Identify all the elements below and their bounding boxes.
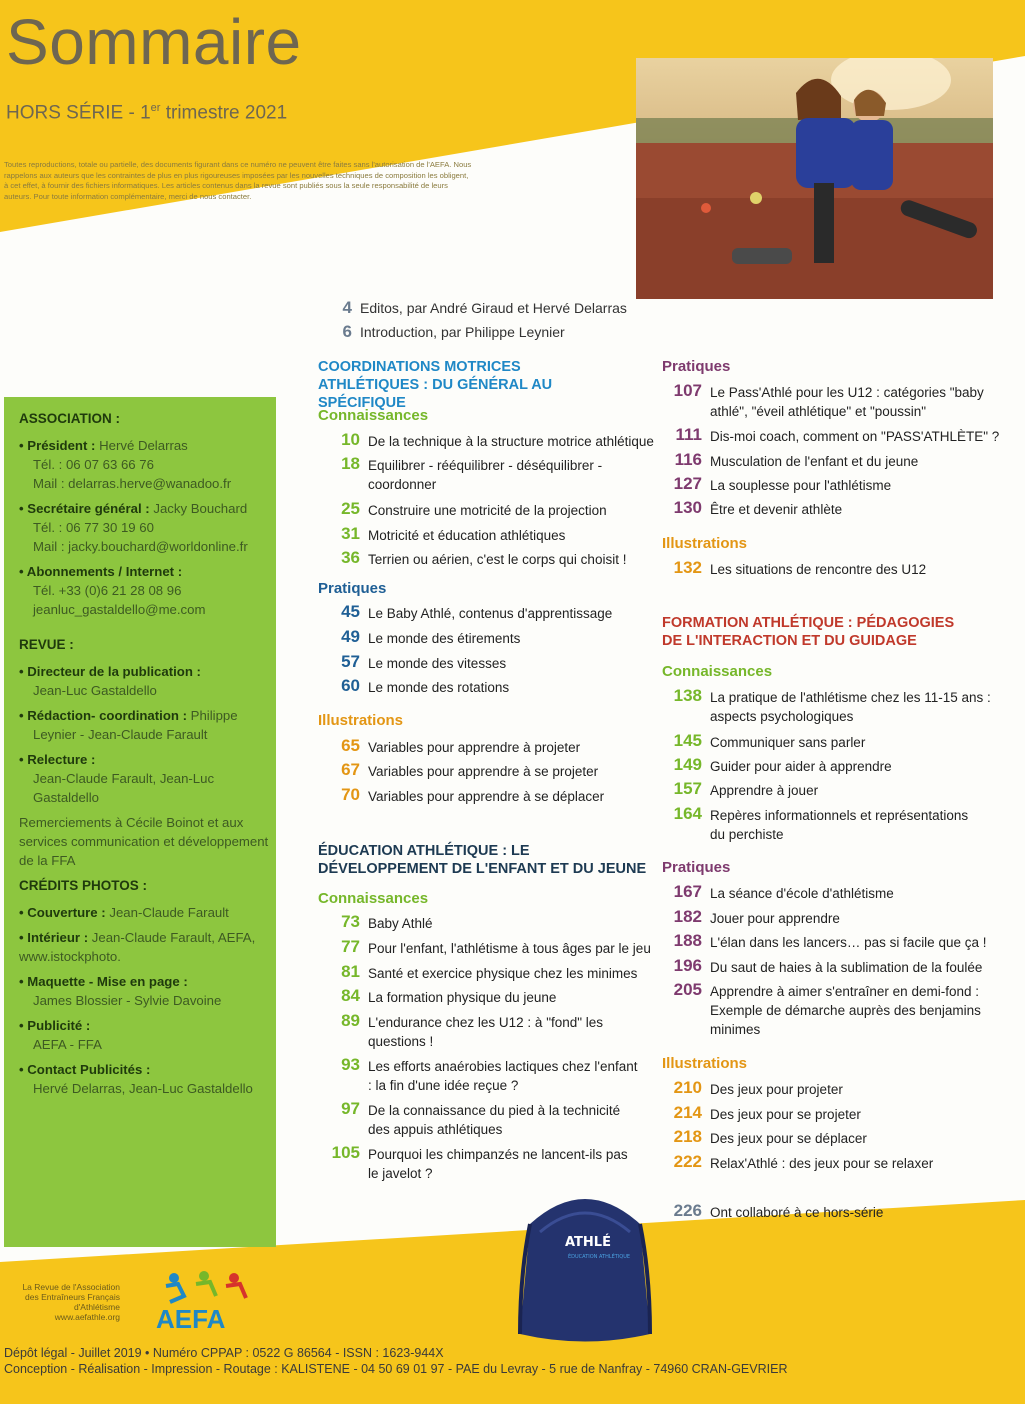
subheading-pratiques: Pratiques (318, 580, 387, 597)
bag-logo: ATHLÉ (565, 1235, 611, 1250)
subheading-illustrations: Illustrations (662, 1055, 748, 1072)
bag-subtext: ÉDUCATION ATHLÉTIQUE (568, 1254, 631, 1260)
subheading-connaissances: Connaissances (318, 407, 429, 424)
aefa-logo-text: AEFA (156, 1304, 226, 1332)
credits-sidebar: ASSOCIATION : • Président : Hervé Delarras Tél. : 06 07 63 66 76 Mail : delarras.herve@wanadoo.fr • Secrétaire général : Jacky Bouchard Tél. : 06 77 30 19 60 Mail : jacky.bouchard@worldonline.fr • Abonnements / Internet : Tél. +33 (0)6 21 28 08 96 jeanluc_gastaldello@me.com REVUE : • Directeur de la publication : Jean-Luc Gastaldello • Rédaction- coordination : Philippe Leynier - Jean-Claude Farault • Relecture : Jean-Claude Farault, Jean-Luc Gastaldello Remerciements à Cécile Boinot et aux services communication et développement de la FFA CRÉDITS PHOTOS : • Couverture : Jean-Claude Farault • Intérieur : Jean-Claude Farault, AEFA, www.istockphoto. • Maquette - Mise en page : James Blossier - Sylvie Davoine • Publicité : AEFA - FFA • Contact Publicités : Hervé Delarras, Jean-Luc Gastaldello (4, 397, 276, 1247)
athle-backpack-image (510, 1184, 660, 1344)
printer-credits-line: Conception - Réalisation - Impression - Routage : KALISTENE - 04 50 69 01 97 - PAE du Levray - 5 rue de Nanfray - 74960 CRAN-GEVRIER (4, 1362, 788, 1376)
cover-photo-kids-playing (636, 58, 993, 299)
subheading-connaissances: Connaissances (318, 890, 429, 907)
legal-notice: Toutes reproductions, totale ou partielle, des documents figurant dans ce numéro ne peuvent être faites sans l'autorisation de l'AEFA. Nous rappelons aux auteurs que les contraintes de plus en plus rigoureuses imposées par les nouvelles techniques de composition les obligent, à cet effet, à fournir des fichiers informatiques. Les articles contenus dans la revue sont publiés sous la seule responsabilité de leurs auteurs. Pour toute information complémentaire, merci de nous contacter. (4, 160, 472, 201)
legal-deposit-line: Dépôt légal - Juillet 2019 • Numéro CPPAP : 0522 G 86564 - ISSN : 1623-944X (4, 1346, 444, 1360)
section-title-formation: FORMATION ATHLÉTIQUE : PÉDAGOGIES DE L'INTERACTION ET DU GUIDAGE (662, 615, 955, 649)
aefa-logo (156, 1268, 256, 1332)
subheading-pratiques: Pratiques (662, 358, 731, 375)
intro-entry[interactable]: 4 Editos, par André Giraud et Hervé Delarras (342, 298, 627, 317)
subheading-illustrations: Illustrations (662, 535, 748, 552)
page-title: Sommaire (6, 6, 302, 78)
section-title-coordinations: COORDINATIONS MOTRICES ATHLÉTIQUES : DU GÉNÉRAL AU SPÉCIFIQUE (318, 359, 553, 411)
issue-subtitle: HORS SÉRIE - 1er trimestre 2021 (6, 102, 288, 124)
subheading-illustrations: Illustrations (318, 712, 404, 729)
subheading-connaissances: Connaissances (662, 663, 773, 680)
section-title-education: ÉDUCATION ATHLÉTIQUE : LE DÉVELOPPEMENT DE L'ENFANT ET DU JEUNE (318, 843, 647, 877)
intro-entry[interactable]: 6 Introduction, par Philippe Leynier (342, 322, 565, 341)
aefa-tagline: La Revue de l'Association des Entraîneurs Français d'Athlétisme www.aefathle.org (22, 1282, 120, 1322)
subheading-pratiques: Pratiques (662, 859, 731, 876)
